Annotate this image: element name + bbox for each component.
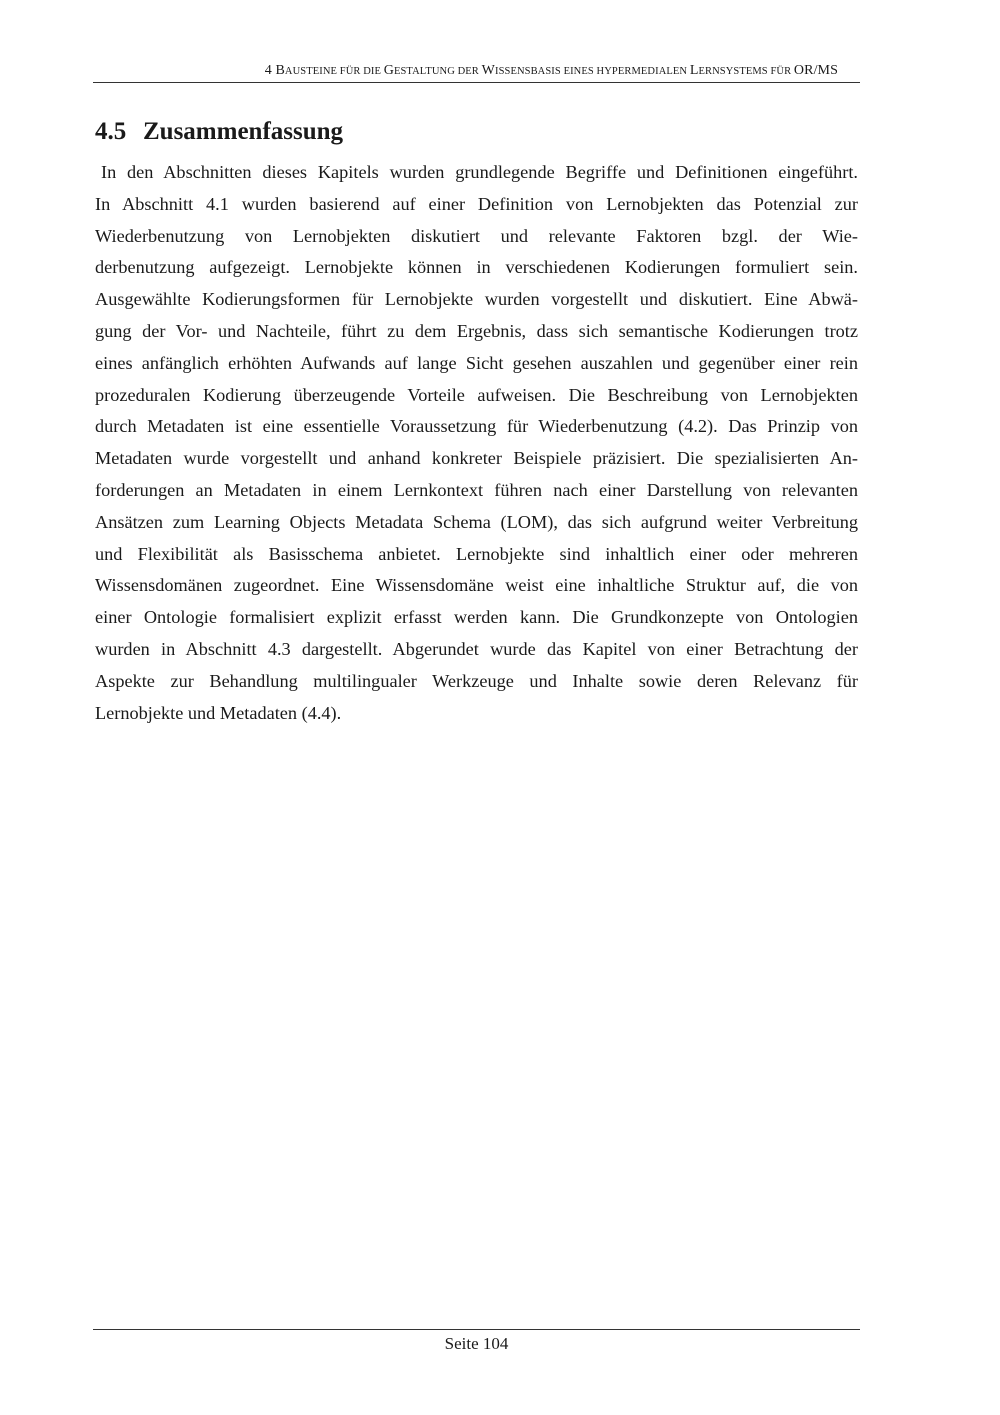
header-initial-g: G: [383, 63, 394, 78]
paragraph-line: prozeduralen Kodierung überzeugende Vorteile aufweisen. Die Beschreibung von Lernobjekten: [95, 384, 858, 405]
page-footer: [93, 1329, 860, 1354]
paragraph-line: durch Metadaten ist eine essentielle Voraussetzung für Wiederbenutzung (4.2). Das Prinzip von: [95, 416, 858, 437]
paragraph-line: In den Abschnitten dieses Kapitels wurden grundlegende Begriffe und Definitionen eingeführt.: [101, 162, 858, 182]
paragraph-line: Wissensdomänen zugeordnet. Eine Wissensdomäne weist eine inhaltliche Struktur auf, die von: [95, 575, 858, 596]
paragraph-line: Metadaten wurde vorgestellt und anhand konkreter Beispiele präzisiert. Die spezialisierten An-: [95, 448, 858, 469]
paragraph-line: eines anfänglich erhöhten Aufwands auf lange Sicht gesehen auszahlen und gegenüber einer rein: [95, 352, 858, 373]
header-initial-b: B: [275, 63, 285, 78]
paragraph-line: Wiederbenutzung von Lernobjekten diskutiert und relevante Faktoren bzgl. der Wie-: [95, 225, 858, 246]
section-number: 4.5: [95, 118, 127, 145]
running-header: [93, 60, 860, 83]
paragraph-line: derbenutzung aufgezeigt. Lernobjekte können in verschiedenen Kodierungen formuliert sein.: [95, 257, 858, 278]
paragraph-line: einer Ontologie formalisiert explizit erfasst werden kann. Die Grundkonzepte von Ontologien: [95, 607, 858, 628]
header-initial-l: L: [689, 63, 699, 78]
paragraph-line: Ausgewählte Kodierungsformen für Lernobjekte wurden vorgestellt und diskutiert. Eine Abwä-: [95, 289, 858, 310]
paragraph-line: Lernobjekte und Metadaten (4.4).: [95, 702, 342, 723]
paragraph-line: wurden in Abschnitt 4.3 dargestellt. Abgerundet wurde das Kapitel von einer Betrachtung der: [95, 638, 858, 659]
paragraph-line: Ansätzen zum Learning Objects Metadata Schema (LOM), das sich aufgrund weiter Verbreitung: [95, 511, 858, 532]
header-word-lernsystems: ERNSYSTEMS FÜR: [698, 66, 794, 77]
header-initial-w: W: [481, 63, 495, 78]
paragraph-line: gung der Vor- und Nachteile, führt zu dem Ergebnis, dass sich semantische Kodierungen trotz: [95, 320, 858, 341]
summary-paragraph: [95, 157, 858, 729]
section-title: Zusammenfassung: [143, 118, 344, 145]
page-number: Seite 104: [444, 1334, 509, 1353]
header-word-gestaltung: ESTALTUNG DER: [393, 66, 482, 77]
header-chapter-number: 4: [264, 63, 272, 78]
paragraph-line: Aspekte zur Behandlung multilingualer Werkzeuge und Inhalte sowie deren Relevanz für: [95, 670, 858, 691]
header-word-wissensbasis: ISSENSBASIS EINES HYPERMEDIALEN: [494, 66, 690, 77]
header-word-bausteine: AUSTEINE FÜR DIE: [284, 66, 384, 77]
section-heading: [95, 118, 343, 146]
paragraph-line: und Flexibilität als Basisschema anbietet. Lernobjekte sind inhaltlich einer oder mehreren: [95, 543, 858, 564]
paragraph-line: forderungen an Metadaten in einem Lernkontext führen nach einer Darstellung von relevanten: [95, 479, 858, 500]
header-word-orms: OR/MS: [793, 63, 838, 78]
running-header-text: [265, 63, 838, 79]
paragraph-line: In Abschnitt 4.1 wurden basierend auf einer Definition von Lernobjekten das Potenzial zur: [95, 193, 858, 214]
